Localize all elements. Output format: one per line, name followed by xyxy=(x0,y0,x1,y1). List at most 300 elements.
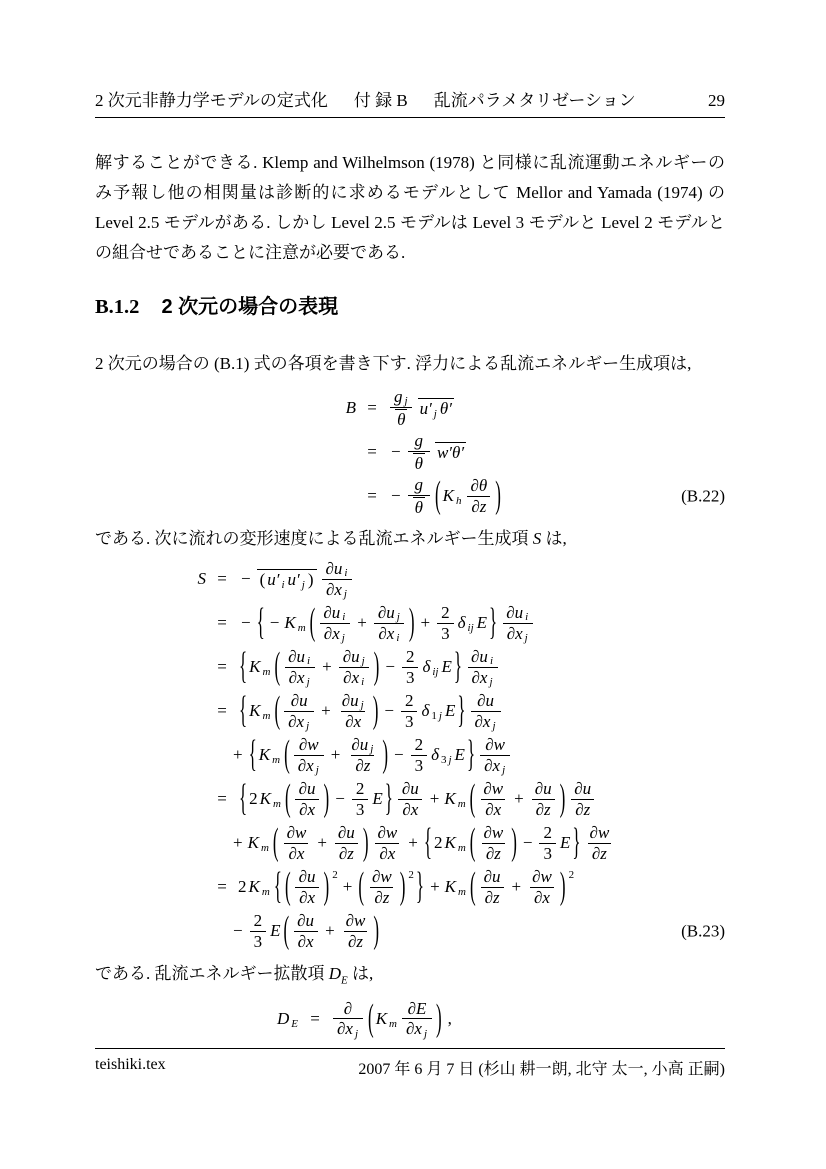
math-group xyxy=(273,688,379,733)
math-delimiter: ) xyxy=(408,600,415,644)
math-subscript xyxy=(388,1018,398,1030)
math-variable: m xyxy=(272,754,281,767)
equation-row xyxy=(95,431,725,474)
math-fraction xyxy=(250,911,267,952)
math-denominator xyxy=(322,579,352,600)
equation-row xyxy=(95,387,725,430)
math-delimiter: ) xyxy=(436,995,442,1039)
math-variable: E xyxy=(454,745,465,765)
math-variable: h xyxy=(455,495,462,508)
math-variable: ∂x xyxy=(402,800,419,819)
math-variable: ∂x xyxy=(288,844,305,863)
math-row xyxy=(531,868,553,886)
math-variable: θ xyxy=(414,498,423,517)
math-variable: ∂u xyxy=(298,867,316,887)
math-fraction xyxy=(586,823,614,864)
math-fraction xyxy=(408,475,430,518)
math-row xyxy=(276,1010,300,1029)
equation-rhs xyxy=(237,600,536,645)
math-group xyxy=(282,908,380,952)
math-operator: − xyxy=(393,745,404,765)
equation-lhs xyxy=(95,399,357,418)
math-row xyxy=(573,780,592,798)
header-appendix-label: 付 録 B xyxy=(353,91,408,110)
math-fraction xyxy=(339,647,370,688)
inline-var-s: S xyxy=(532,529,542,548)
math-variable: K xyxy=(444,833,456,853)
math-numerator xyxy=(466,476,491,496)
math-operator: − xyxy=(391,486,401,506)
math-row xyxy=(253,933,264,951)
math-subscript xyxy=(457,842,467,854)
math-row xyxy=(266,600,488,645)
math-variable: ∂x xyxy=(297,756,314,775)
math-fraction xyxy=(398,779,423,820)
math-variable: ∂z xyxy=(484,888,500,907)
math-variable: g xyxy=(394,387,403,407)
math-variable: i xyxy=(344,567,348,580)
math-number: 2 xyxy=(332,869,338,882)
math-group xyxy=(284,864,330,908)
paragraph-shear-intro xyxy=(95,524,725,554)
math-variable: θ′ xyxy=(439,399,452,419)
math-delimiter: ( xyxy=(272,820,279,864)
math-row xyxy=(542,845,553,863)
math-operator: + xyxy=(322,657,332,677)
math-variable: ∂E xyxy=(407,998,427,1018)
math-operator: + xyxy=(317,833,327,853)
math-delimiter: } xyxy=(415,864,425,908)
math-row xyxy=(574,801,591,819)
math-delimiter: ) xyxy=(559,864,566,908)
math-numerator xyxy=(283,823,311,843)
math-group xyxy=(259,571,315,590)
math-delimiter: ( xyxy=(274,644,281,688)
math-number: 2 xyxy=(249,789,258,809)
math-row xyxy=(477,867,559,908)
math-numerator xyxy=(539,823,556,843)
math-subscript xyxy=(455,495,463,507)
math-variable: K xyxy=(375,1008,388,1028)
math-row xyxy=(248,658,272,677)
math-variable: m xyxy=(261,886,270,899)
math-subscript xyxy=(315,765,320,777)
math-delimiter: { xyxy=(423,820,432,864)
math-operator: + xyxy=(429,789,440,809)
math-number: 3 xyxy=(543,844,552,863)
math-numerator xyxy=(339,647,370,667)
math-number: 2 xyxy=(543,823,552,843)
math-group xyxy=(273,864,425,908)
equation-lhs xyxy=(95,570,207,589)
math-variable: ij xyxy=(467,622,474,635)
equals-sign: = xyxy=(310,1008,320,1028)
equation-rhs xyxy=(387,387,456,430)
math-numerator xyxy=(338,691,369,711)
math-fraction xyxy=(402,999,432,1040)
math-variable: m xyxy=(457,798,466,811)
math-variable: ∂w xyxy=(345,911,366,931)
math-row xyxy=(377,604,402,622)
math-fraction xyxy=(338,691,369,732)
math-variable: u′ xyxy=(287,570,300,590)
math-variable: ∂x xyxy=(485,800,502,819)
equals-sign: = xyxy=(367,442,377,462)
math-denominator xyxy=(295,887,319,908)
math-numerator xyxy=(374,603,405,623)
math-variable: ∂x xyxy=(378,624,395,643)
math-denominator xyxy=(482,843,505,864)
math-variable: K xyxy=(258,745,271,765)
math-variable: E xyxy=(372,789,383,809)
math-row xyxy=(591,845,608,863)
math-overline xyxy=(395,409,407,429)
math-fraction xyxy=(373,823,401,864)
math-row xyxy=(405,669,416,687)
math-variable: ∂u xyxy=(325,559,343,579)
math-row xyxy=(283,864,415,908)
math-numerator xyxy=(293,911,318,931)
math-denominator xyxy=(339,667,369,688)
math-subscript xyxy=(440,754,453,766)
math-variable: j xyxy=(396,611,400,624)
math-variable: E xyxy=(559,833,571,853)
math-number: 3 xyxy=(355,800,365,819)
math-operator: + xyxy=(430,877,440,897)
math-row xyxy=(433,820,571,864)
page-footer xyxy=(95,1048,725,1079)
math-variable: ∂w xyxy=(485,735,505,755)
math-subscript xyxy=(354,1029,359,1041)
math-variable: ∂u xyxy=(288,647,306,667)
math-denominator xyxy=(588,843,611,864)
math-row xyxy=(371,868,393,886)
math-row xyxy=(237,688,504,733)
math-variable: ∂u xyxy=(574,779,592,799)
math-row xyxy=(286,824,308,842)
math-row xyxy=(419,400,453,419)
math-delimiter: ) xyxy=(382,732,388,776)
math-variable: E xyxy=(291,1017,298,1030)
math-variable: K xyxy=(249,657,261,677)
math-numerator xyxy=(334,823,359,843)
math-delimiter: } xyxy=(384,776,393,820)
math-variable: i xyxy=(307,655,311,668)
math-row xyxy=(323,625,347,643)
math-operator: − xyxy=(241,613,251,633)
math-variable: m xyxy=(297,622,306,635)
math-row xyxy=(337,824,356,842)
math-denominator xyxy=(402,1018,432,1039)
math-numerator xyxy=(401,691,418,711)
math-row xyxy=(542,824,553,842)
math-row xyxy=(248,688,456,733)
math-delimiter: ) xyxy=(495,473,501,517)
math-row xyxy=(414,499,424,517)
math-variable: i xyxy=(281,579,285,592)
math-delimiter: { xyxy=(239,776,248,820)
math-row xyxy=(197,570,208,589)
math-variable: ∂u xyxy=(401,779,419,799)
math-variable: K xyxy=(247,833,259,853)
math-numerator xyxy=(295,779,320,799)
math-variable: ∂u xyxy=(337,823,355,843)
math-variable: E xyxy=(441,657,452,677)
equals-sign: = xyxy=(367,398,377,418)
math-row xyxy=(297,757,321,775)
math-numerator xyxy=(284,647,315,667)
math-variable: ∂z xyxy=(338,844,354,863)
paragraph-eq-intro: 2 次元の場合の (B.1) 式の各項を書き下す. 浮力による乱流エネルギー生成項は, xyxy=(95,354,692,373)
paragraph-diffusion-pre: である. 乱流エネルギー拡散項 xyxy=(95,964,329,983)
math-variable: j xyxy=(404,395,408,408)
math-row xyxy=(442,476,495,517)
math-row xyxy=(440,625,451,643)
math-subscript xyxy=(360,700,365,712)
math-group xyxy=(434,473,502,517)
math-variable: j xyxy=(306,676,310,689)
paragraph-shear-pre: である. 次に流れの変形速度による乱流エネルギー生成項 xyxy=(95,529,533,548)
math-group xyxy=(309,600,416,645)
math-fraction xyxy=(319,603,350,644)
math-row xyxy=(247,834,271,853)
math-denominator xyxy=(539,843,556,864)
equation-row xyxy=(95,646,725,689)
math-row xyxy=(298,868,317,886)
math-numerator xyxy=(570,779,595,799)
equation-number: (B.22) xyxy=(681,486,725,506)
math-subscript xyxy=(306,677,311,689)
math-subscript xyxy=(489,656,494,668)
math-variable: ∂w xyxy=(298,735,319,755)
math-numerator xyxy=(319,603,350,623)
math-variable: δ xyxy=(422,657,431,677)
math-group xyxy=(256,600,499,645)
math-subscript xyxy=(297,622,307,634)
math-row xyxy=(411,497,427,517)
math-row xyxy=(414,455,424,473)
math-row xyxy=(414,757,425,775)
math-operator: + xyxy=(420,613,431,633)
math-row xyxy=(404,692,415,710)
math-variable: θ xyxy=(414,454,423,473)
math-delimiter: { xyxy=(239,688,248,732)
math-denominator xyxy=(294,755,324,776)
inline-var-de: D xyxy=(328,964,342,983)
math-row xyxy=(505,604,530,622)
math-variable: ∂u xyxy=(290,691,308,711)
math-row xyxy=(325,581,349,599)
math-denominator xyxy=(375,843,399,864)
math-variable: j xyxy=(524,632,528,645)
math-row xyxy=(229,908,381,952)
math-row xyxy=(341,692,366,710)
math-fraction xyxy=(480,735,510,776)
math-numerator xyxy=(352,779,369,799)
math-row xyxy=(393,409,409,429)
math-delimiter: ( xyxy=(469,864,476,908)
math-denominator xyxy=(571,799,594,820)
equation-row xyxy=(95,558,725,601)
math-variable: K xyxy=(442,486,454,506)
math-variable: ∂u xyxy=(351,735,369,755)
math-variable: j xyxy=(354,1027,359,1040)
math-numerator xyxy=(411,735,428,755)
math-denominator xyxy=(285,667,315,688)
math-fraction xyxy=(294,735,324,776)
math-row xyxy=(281,647,373,688)
equation-row xyxy=(95,778,725,821)
math-variable: ∂z xyxy=(471,497,487,516)
math-variable: j xyxy=(423,1027,427,1040)
math-variable: m xyxy=(262,666,271,679)
math-variable: u′ xyxy=(419,399,432,419)
math-row xyxy=(401,801,419,819)
math-subscript xyxy=(404,396,409,408)
math-variable: ∂x xyxy=(379,844,396,863)
running-header xyxy=(95,86,725,118)
math-subscript xyxy=(341,612,346,624)
equation-lhs xyxy=(95,1010,300,1029)
math-row xyxy=(266,571,307,590)
math-variable: ∂x xyxy=(288,712,305,731)
math-fraction xyxy=(531,779,556,820)
math-row xyxy=(344,713,362,731)
math-denominator xyxy=(481,799,505,820)
math-superscript xyxy=(331,869,339,881)
math-group xyxy=(273,644,380,689)
math-variable: m xyxy=(458,886,466,899)
math-variable: ∂x xyxy=(288,668,305,687)
math-row xyxy=(476,692,495,710)
section-number: B.1.2 xyxy=(95,296,140,318)
math-operator: − xyxy=(384,701,394,721)
equals-sign: = xyxy=(217,613,227,633)
math-operator: + xyxy=(330,745,341,765)
math-operator: − xyxy=(269,613,280,633)
equation-row xyxy=(95,475,725,518)
math-numerator xyxy=(437,603,454,623)
math-fraction xyxy=(466,476,491,517)
math-denominator xyxy=(467,496,490,517)
header-chapter-title: 2 次元非静力学モデルの定式化 xyxy=(95,91,328,110)
math-subscript xyxy=(271,754,281,766)
math-delimiter: } xyxy=(572,820,581,864)
math-numerator xyxy=(295,735,323,755)
math-variable: ∂w xyxy=(377,823,398,843)
math-row xyxy=(440,604,451,622)
math-group xyxy=(423,820,582,864)
math-subscript xyxy=(433,408,438,420)
math-variable: ∂u xyxy=(297,911,315,931)
math-variable: g xyxy=(414,475,424,495)
math-row xyxy=(404,713,415,731)
section-heading xyxy=(95,290,725,319)
math-row xyxy=(387,475,503,518)
math-denominator xyxy=(468,667,498,688)
math-variable: ∂u xyxy=(377,603,395,623)
math-subscript xyxy=(262,666,272,678)
footer-filename: teishiki.tex xyxy=(95,1056,166,1073)
math-row xyxy=(534,780,553,798)
math-delimiter: { xyxy=(273,864,282,908)
math-variable: E xyxy=(270,921,281,941)
math-row xyxy=(474,713,498,731)
math-row xyxy=(322,604,347,622)
math-subscript xyxy=(261,886,271,898)
math-fraction xyxy=(502,603,533,644)
math-overline xyxy=(418,398,454,419)
math-overline xyxy=(257,569,317,590)
math-delimiter: ) xyxy=(373,908,380,952)
math-number: 2 xyxy=(408,869,414,882)
math-row xyxy=(396,411,406,429)
math-subscript xyxy=(488,677,493,689)
math-denominator xyxy=(503,623,533,644)
math-row xyxy=(298,780,317,798)
equation-row xyxy=(95,822,725,865)
math-denominator xyxy=(480,755,510,776)
math-variable: ∂θ xyxy=(470,476,488,496)
math-row xyxy=(355,780,366,798)
math-row xyxy=(533,889,551,907)
math-operator: − xyxy=(233,921,243,941)
math-variable: K xyxy=(284,613,296,633)
math-variable: ∂w xyxy=(532,867,552,887)
paragraph-diffusion-intro xyxy=(95,959,725,995)
math-number: 2 xyxy=(355,779,365,799)
math-variable: ∂w xyxy=(483,823,504,843)
math-row xyxy=(330,995,456,1040)
math-variable: ∂x xyxy=(343,668,360,687)
math-variable: j xyxy=(343,588,347,601)
math-variable: m xyxy=(260,842,269,855)
math-row xyxy=(229,732,513,777)
math-operator: , xyxy=(447,1008,452,1028)
math-variable: ∂x xyxy=(299,888,316,907)
math-row xyxy=(237,559,355,600)
math-fraction xyxy=(539,823,556,864)
math-numerator xyxy=(473,691,498,711)
math-delimiter: ( xyxy=(284,732,290,776)
math-row xyxy=(237,776,598,820)
math-variable: ∂u xyxy=(506,603,524,623)
math-row xyxy=(378,845,396,863)
math-row xyxy=(343,1000,353,1018)
header-page-number: 29 xyxy=(708,91,725,110)
math-operator: + xyxy=(511,877,522,897)
page-content xyxy=(95,86,725,1041)
math-variable: E xyxy=(476,613,488,633)
math-fraction xyxy=(479,779,507,820)
math-fraction xyxy=(295,867,320,908)
math-numerator xyxy=(411,431,428,451)
equation-rhs xyxy=(237,559,355,600)
math-overline xyxy=(413,453,425,473)
math-variable: j xyxy=(301,579,305,592)
math-row xyxy=(253,912,264,930)
math-numerator xyxy=(411,475,428,495)
math-delimiter: } xyxy=(489,600,498,644)
math-variable: j xyxy=(489,676,493,689)
math-group xyxy=(248,732,477,777)
math-number: 2 xyxy=(434,833,443,853)
math-delimiter: ) xyxy=(362,820,369,864)
math-group xyxy=(283,732,389,777)
math-variable: ∂z xyxy=(374,888,390,907)
math-variable: K xyxy=(259,789,272,809)
math-numerator xyxy=(528,867,556,887)
